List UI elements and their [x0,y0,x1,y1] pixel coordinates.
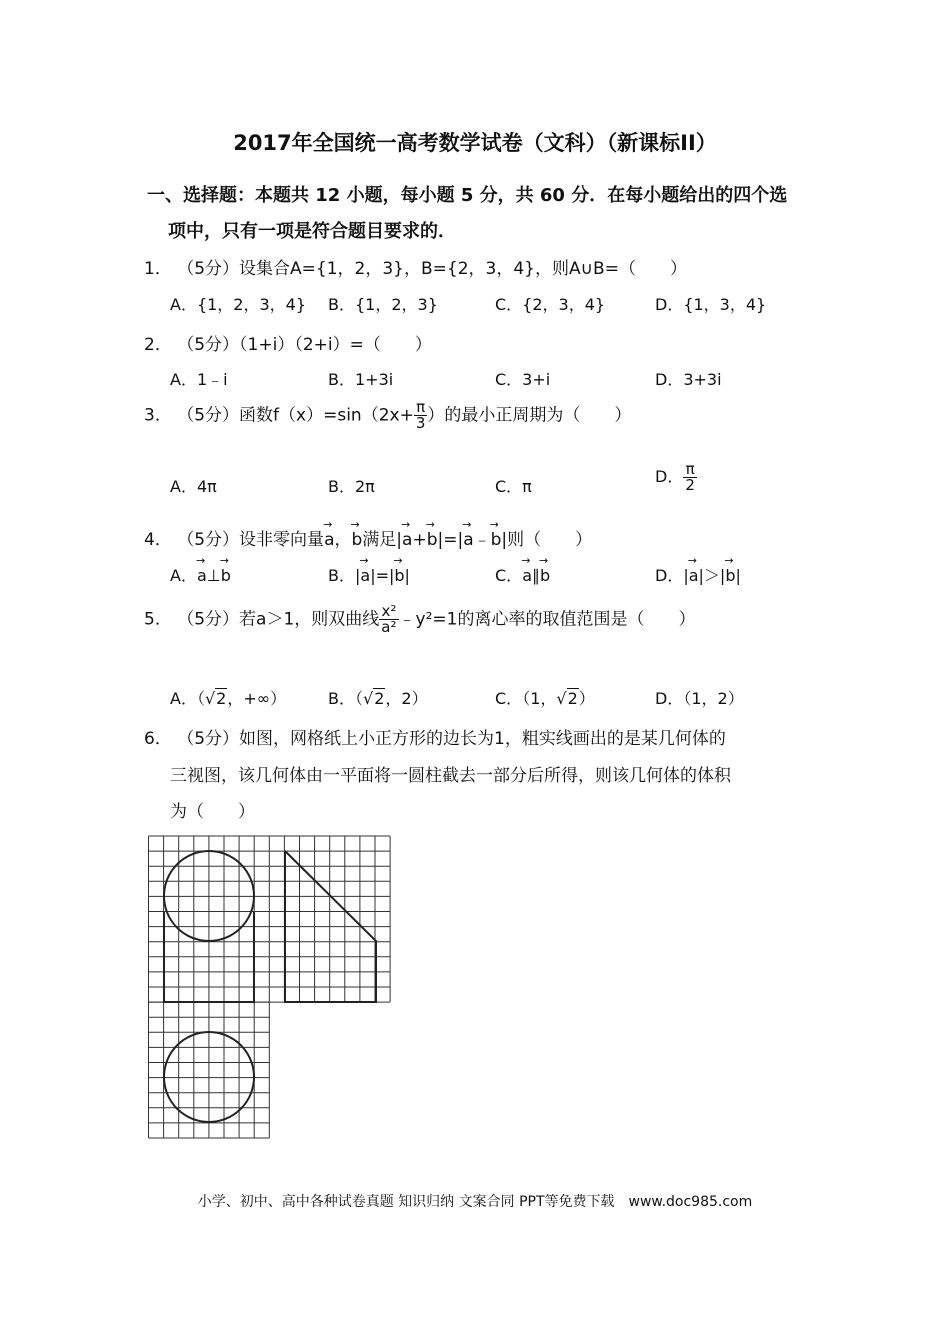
question-4: 4． （5分）设非零向量→ a，→ b满足|→ a+→ b|=|→ a﹣→ b|则（ ） [144,525,592,550]
question-number: 6． [144,729,172,749]
q4-option-b: B．|→ a|=|→ b| [328,563,410,586]
question-6-line3: 为（ ） [170,802,255,822]
sqrt-2: √2 [204,689,227,708]
question-number: 1． [144,259,172,279]
grid-paper [149,836,391,1138]
question-stem-end: ）的最小正周期为（ ） [427,405,632,426]
question-stem-start: （5分）函数f（x）=sin（2x+ [177,405,414,426]
vector-b: → b [351,530,362,550]
section-heading-line1: 一、选择题：本题共 12 小题，每小题 5 分，共 60 分．在每小题给出的四个选 [147,185,788,206]
question-number: 5． [144,609,172,630]
q5-option-c: C．（1，√2） [495,689,595,708]
question-6-line2: 三视图，该几何体由一平面将一圆柱截去一部分后所得，则该几何体的体积 [170,766,731,786]
sqrt-2: √2 [363,689,385,708]
fraction-pi-over-3: $\frac{\pi}{3}$ [415,398,426,432]
q4-option-c: C．→ a∥→ b [495,563,550,586]
q5-option-b: B．（√2，2） [328,689,428,708]
q2-option-c: C．3+i [495,370,551,389]
question-number: 3． [144,405,172,426]
q1-option-a: A．{1，2，3，4} [170,295,307,314]
q3-option-d: D． $\frac{\pi}{2}$ [655,460,695,494]
vector-a: → a [324,530,334,550]
q2-option-d: D．3+3i [655,370,722,389]
q3-option-b: B．2π [328,477,375,496]
question-5: 5． （5分）若a＞1，则双曲线 $\frac{\text{x²}}{\text{a²}}$ ﹣y²=1的离心率的取值范围是（ ） [144,602,696,636]
section-heading-line2: 项中，只有一项是符合题目要求的． [168,221,456,242]
question-number: 4． [144,530,172,550]
question-stem: （5分）（1+i）（2+i）=（ ） [177,335,432,355]
q2-option-b: B．1+3i [328,370,394,389]
q1-option-d: D．{1，3，4} [655,295,767,314]
q4-option-a: A．→ a⊥→ b [170,563,231,586]
sqrt-2: √2 [556,689,578,708]
question-6: 6． （5分）如图，网格纸上小正方形的边长为1，粗实线画出的是某几何体的 [144,729,726,749]
question-stem: （5分）设集合A={1，2，3}，B={2，3，4}，则A∪B=（ ） [177,259,687,279]
question-number: 2． [144,335,172,355]
q3-option-c: C．π [495,477,532,496]
q3-option-a: A．4π [170,477,217,496]
q5-option-d: D．（1，2） [655,689,744,708]
fraction-pi-over-2: $\frac{\pi}{2}$ [685,460,695,494]
q2-option-a: A．1﹣i [170,370,228,389]
q4-option-d: D．|→ a|＞|→ b| [655,563,741,586]
q1-option-c: C．{2，3，4} [495,295,606,314]
q1-option-b: B．{1，2，3} [328,295,438,314]
fraction-x2-over-a2: $\frac{\text{x²}}{\text{a²}}$ [381,602,397,636]
q5-option-a: A．（√2，+∞） [170,689,287,708]
page-title: 2017年全国统一高考数学试卷（文科）（新课标II） [233,131,717,155]
footer-text: 小学、初中、高中各种试卷真题 知识归纳 文案合同 PPT等免费下载 www.doc985.com [197,1194,753,1210]
